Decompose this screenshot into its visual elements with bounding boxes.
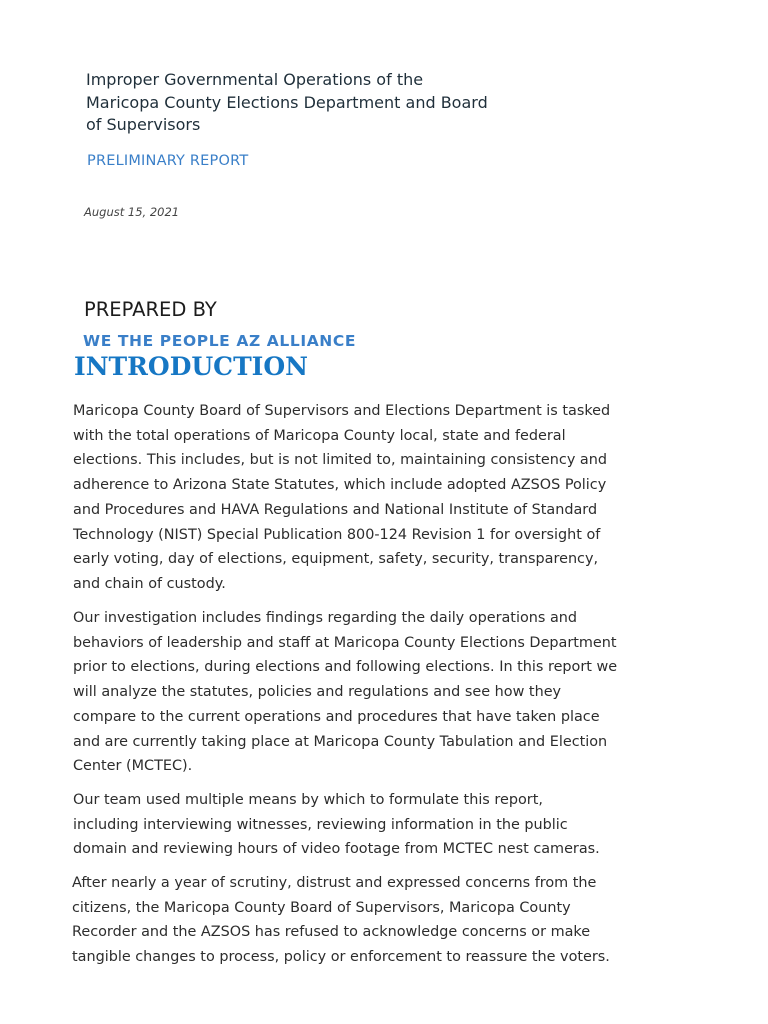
paragraph-line: with the total operations of Maricopa County local, state and federal <box>73 427 566 444</box>
paragraph-line: Center (MCTEC). <box>73 758 193 775</box>
report-title-line: of Supervisors <box>86 115 201 134</box>
paragraph-line: elections. This includes, but is not limited to, maintaining consistency and <box>73 452 607 469</box>
paragraph-line: Our team used multiple means by which to formulate this report, <box>73 792 543 808</box>
paragraph-4 <box>72 871 652 970</box>
paragraph-1 <box>73 399 653 597</box>
paragraph-line: and are currently taking place at Maricopa County Tabulation and Election <box>73 733 608 750</box>
report-subtitle: PRELIMINARY REPORT <box>87 153 249 169</box>
prepared-by-organization: WE THE PEOPLE AZ ALLIANCE <box>83 332 357 350</box>
paragraph-line: Maricopa County Board of Supervisors and Elections Department is tasked <box>73 403 611 419</box>
paragraph-line: Our investigation includes findings regarding the daily operations and <box>73 610 578 626</box>
paragraph-line: citizens, the Maricopa County Board of Supervisors, Maricopa County <box>72 899 571 916</box>
paragraph-2 <box>73 606 653 779</box>
paragraph-line: prior to elections, during elections and following elections. In this report we <box>73 659 618 676</box>
paragraph-line: adherence to Arizona State Statutes, which include adopted AZSOS Policy <box>73 477 607 494</box>
paragraph-line: early voting, day of elections, equipment, safety, security, transparency, <box>73 551 599 568</box>
paragraph-3 <box>73 788 653 862</box>
paragraph-line: Recorder and the AZSOS has refused to acknowledge concerns or make <box>72 924 591 941</box>
report-title-line: Improper Governmental Operations of the <box>86 70 424 89</box>
paragraph-line: behaviors of leadership and staff at Maricopa County Elections Department <box>73 634 617 651</box>
paragraph-line: tangible changes to process, policy or enforcement to reassure the voters. <box>72 949 610 966</box>
paragraph-line: and chain of custody. <box>73 575 226 592</box>
paragraph-line: including interviewing witnesses, reviewing information in the public <box>73 816 568 833</box>
paragraph-line: and Procedures and HAVA Regulations and National Institute of Standard <box>73 501 598 518</box>
paragraph-line: After nearly a year of scrutiny, distrust and expressed concerns from the <box>72 875 597 891</box>
report-title-line: Maricopa County Elections Department and Board <box>86 92 488 112</box>
paragraph-line: will analyze the statutes, policies and regulations and see how they <box>73 684 562 701</box>
paragraph-line: domain and reviewing hours of video footage from MCTEC nest cameras. <box>73 841 600 858</box>
introduction-heading: INTRODUCTION <box>74 352 309 381</box>
report-title <box>86 69 566 137</box>
report-date: August 15, 2021 <box>84 205 180 219</box>
paragraph-line: Technology (NIST) Special Publication 800-124 Revision 1 for oversight of <box>73 526 601 543</box>
paragraph-line: compare to the current operations and procedures that have taken place <box>73 708 600 725</box>
prepared-by-heading: PREPARED BY <box>84 298 217 321</box>
